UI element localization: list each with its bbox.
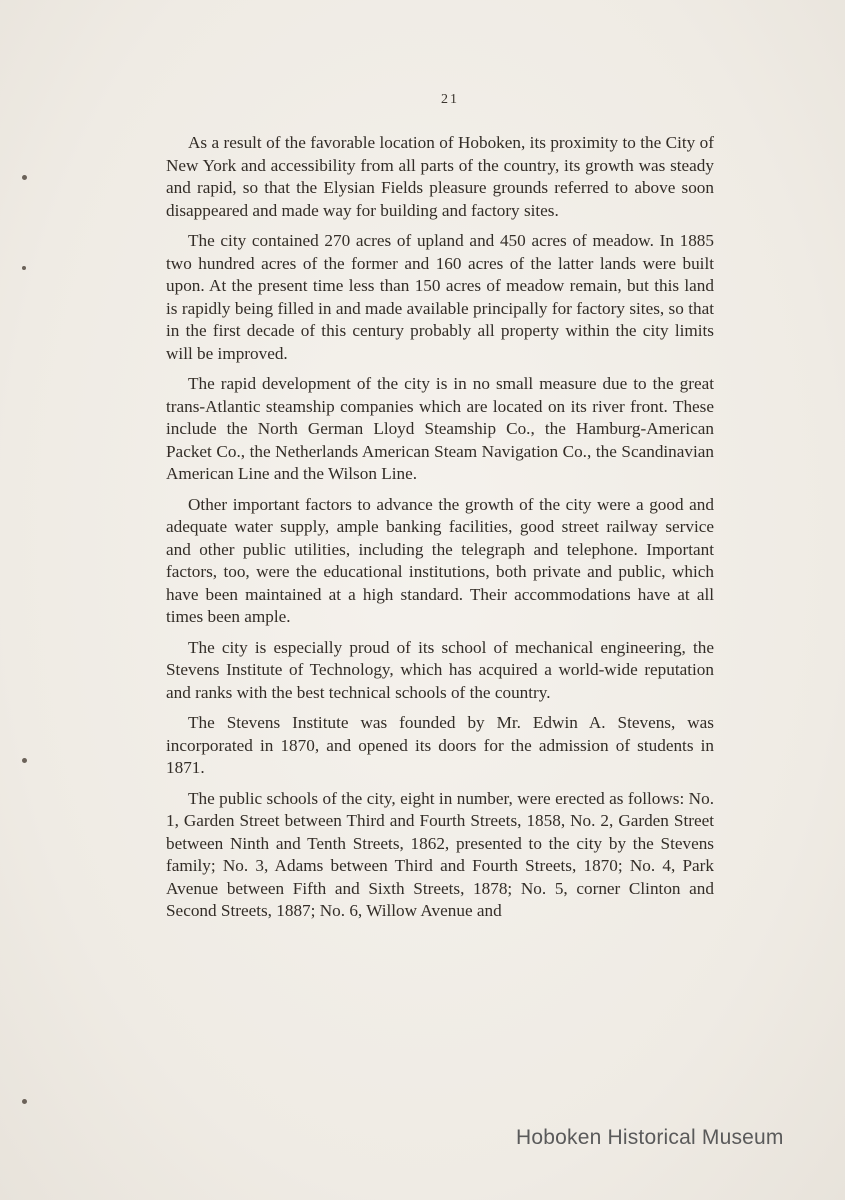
binding-hole-mark — [22, 758, 27, 763]
binding-hole-mark — [22, 175, 27, 180]
paragraph: The city contained 270 acres of upland and 450 acres of meadow. In 1885 two hundred acres of the former and 160 acres of the latter lands were built upon. At the present time less than 150 acres of meadow remain, but this land is rapidly being filled in and made available principally for factory sites, so that in the first decade of this century probably all property within the city limits will be improved. — [166, 231, 714, 363]
page-number: 21 — [441, 92, 459, 107]
binding-hole-mark — [22, 266, 26, 270]
paragraph: The rapid development of the city is in no small measure due to the great trans-Atlantic steamship companies which are located on its river front. These include the North German Lloyd Steamship Co., the Hamburg-American Packet Co., the Netherlands American Steam Navigation Co., the Scandinavian American Line and the Wilson Line. — [166, 374, 714, 483]
paragraph: The Stevens Institute was founded by Mr. Edwin A. Stevens, was incorporated in 1870, and opened its doors for the admission of students in 1871. — [166, 713, 714, 777]
paragraph: The city is especially proud of its school of mechanical engineering, the Stevens Institute of Technology, which has acquired a world-wide reputation and ranks with the best technical schools of the country. — [166, 637, 714, 702]
paragraph: As a result of the favorable location of Hoboken, its proximity to the City of New York and accessibility from all parts of the country, its growth was steady and rapid, so that the Elysian Fields pleasure grounds referred to above soon disappeared and made way for building and factory sites. — [166, 133, 714, 220]
museum-watermark: Hoboken Historical Museum — [516, 1126, 784, 1149]
paragraph: Other important factors to advance the growth of the city were a good and adequate water supply, ample banking facilities, good street railway service and other public utilities, including the telegraph and telephone. Important factors, too, were the educational institutions, both private and public, which have been maintained at a high standard. Their accommodations have at all times been ample. — [166, 494, 714, 626]
paragraph: The public schools of the city, eight in number, were erected as follows: No. 1, Garden Street between Third and Fourth Streets, 1858, No. 2, Garden Street between Ninth and Tenth Streets, 1862, presented to the city by the Stevens family; No. 3, Adams between Third and Fourth Streets, 1870; No. 4, Park Avenue between Fifth and Sixth Streets, 1878; No. 5, corner Clinton and Second Streets, 1887; No. 6, Willow Avenue and — [166, 788, 714, 920]
binding-hole-mark — [22, 1099, 27, 1104]
body-text — [166, 132, 714, 931]
